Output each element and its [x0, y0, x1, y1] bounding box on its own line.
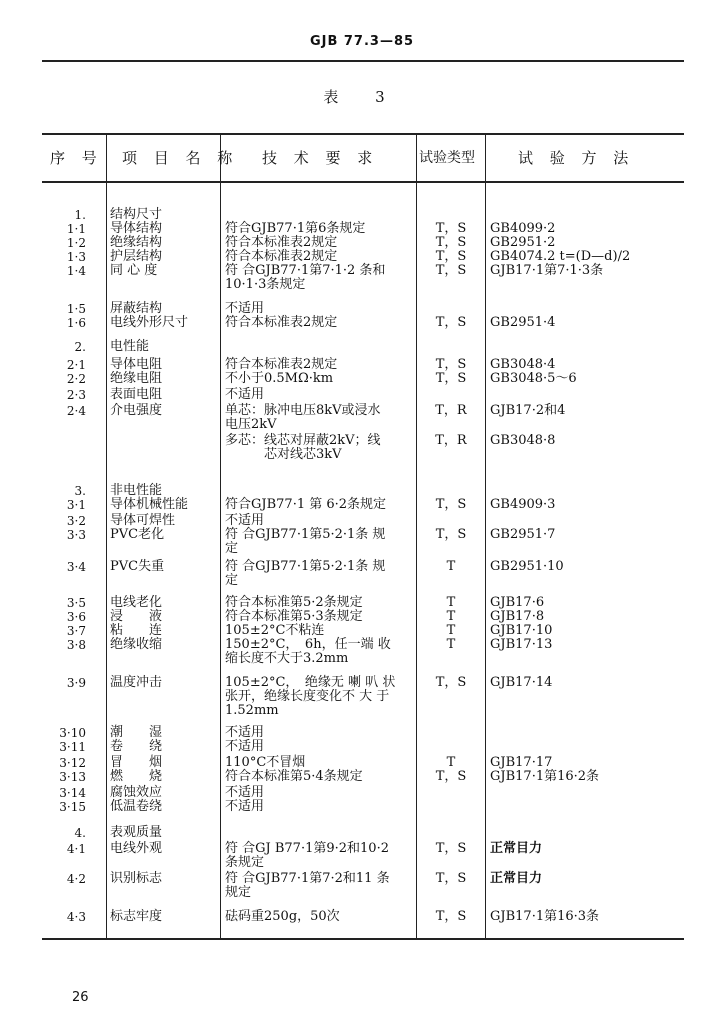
row-requirement: 电压2kV — [225, 417, 277, 432]
document-header: GJB 77.3—85 — [309, 34, 415, 49]
row-item-name: 护层结构 — [110, 249, 163, 264]
row-test-method: GB2951·7 — [490, 527, 556, 542]
row-num: 1·5 — [66, 302, 86, 316]
row-requirement: 不适用 — [225, 513, 265, 528]
row-test-type: T，S — [435, 675, 467, 690]
row-test-method: GB4909·3 — [490, 497, 556, 512]
table-bottom-rule — [42, 938, 684, 940]
row-requirement: 1.52mm — [225, 703, 279, 718]
row-item-name: 非电性能 — [110, 483, 163, 498]
row-test-type: T — [446, 755, 456, 770]
row-requirement: 符 合GJB77·1第5·2·1条 规 — [225, 527, 386, 542]
row-requirement: 芯对线芯3kV — [225, 447, 342, 462]
table-top-rule — [42, 133, 684, 135]
row-item-name: PVC失重 — [110, 559, 165, 574]
row-num: 1·6 — [66, 316, 86, 330]
row-requirement: 多芯：线芯对屏蔽2kV；线 — [225, 433, 381, 448]
row-requirement: 不小于0.5MΩ·km — [225, 371, 334, 386]
row-num: 3·10 — [59, 726, 86, 740]
column-divider — [416, 134, 417, 938]
row-item-name: 电线外观 — [110, 841, 163, 856]
row-test-method: GJB17·6 — [490, 595, 545, 610]
row-item-name: 绝缘收缩 — [110, 637, 163, 652]
row-requirement: 105±2°C不粘连 — [225, 623, 325, 638]
row-item-name: 导体可焊性 — [110, 513, 176, 528]
column-divider — [106, 134, 107, 938]
row-num: 4·3 — [66, 910, 86, 924]
row-num: 3·13 — [59, 770, 86, 784]
row-test-method: GJB17·1第7·1·3条 — [490, 263, 604, 278]
row-item-name: 标志牢度 — [110, 909, 163, 924]
row-item-name: 电线老化 — [110, 595, 163, 610]
row-num: 3·3 — [66, 528, 86, 542]
row-test-type: T，R — [435, 433, 467, 448]
table-header-rule — [42, 181, 684, 183]
row-test-type: T — [446, 623, 456, 638]
row-requirement: 不适用 — [225, 387, 265, 402]
table-caption: 表 3 — [323, 88, 401, 106]
row-test-type: T，S — [435, 909, 467, 924]
row-test-type: T，S — [435, 357, 467, 372]
row-item-name: 电线外形尺寸 — [110, 315, 189, 330]
row-requirement: 符合本标准第5·3条规定 — [225, 609, 363, 624]
row-requirement: 符合本标准第5·4条规定 — [225, 769, 363, 784]
row-test-type: T，S — [435, 235, 467, 250]
row-item-name: 导体机械性能 — [110, 497, 189, 512]
row-num: 3·8 — [66, 638, 86, 652]
header-tech-req: 技 术 要 求 — [262, 149, 379, 167]
row-item-name: 电性能 — [110, 339, 150, 354]
row-requirement: 符合GJB77·1 第 6·2条规定 — [225, 497, 387, 512]
row-requirement: 符合本标准表2规定 — [225, 315, 338, 330]
row-num: 3·15 — [59, 800, 86, 814]
row-item-name: 燃 烧 — [110, 769, 163, 784]
row-test-type: T — [446, 559, 456, 574]
row-test-type: T，S — [435, 249, 467, 264]
row-requirement: 符合本标准表2规定 — [225, 357, 338, 372]
row-test-type: T — [446, 637, 456, 652]
row-item-name: 结构尺寸 — [110, 207, 163, 222]
row-num: 4·2 — [66, 872, 86, 886]
row-requirement: 符 合GJ B77·1第9·2和10·2 — [225, 841, 389, 856]
header-item-name: 项 目 名 称 — [122, 149, 239, 167]
row-test-method: GB3048·8 — [490, 433, 556, 448]
row-requirement: 张开，绝缘长度变化不 大 于 — [225, 689, 390, 704]
row-num: 3·5 — [66, 596, 86, 610]
row-item-name: 屏蔽结构 — [110, 301, 163, 316]
row-test-type: T，S — [435, 371, 467, 386]
row-test-method: 正常目力 — [490, 841, 543, 856]
row-test-type: T — [446, 609, 456, 624]
row-num: 3·12 — [59, 756, 86, 770]
row-test-method: GB4099·2 — [490, 221, 556, 236]
row-item-name: 表面电阻 — [110, 387, 163, 402]
row-test-method: GJB17·8 — [490, 609, 545, 624]
row-requirement: 符合本标准表2规定 — [225, 235, 338, 250]
row-item-name: 低温卷绕 — [110, 799, 163, 814]
header-test-type: 试验类型 — [419, 150, 475, 166]
row-requirement: 110°C不冒烟 — [225, 755, 306, 770]
row-item-name: 粘 连 — [110, 623, 163, 638]
row-num: 2·1 — [66, 358, 86, 372]
row-requirement: 缩长度不大于3.2mm — [225, 651, 349, 666]
row-item-name: 温度冲击 — [110, 675, 163, 690]
row-requirement: 不适用 — [225, 799, 265, 814]
row-item-name: 潮 湿 — [110, 725, 163, 740]
row-num: 2. — [74, 340, 86, 354]
row-requirement: 不适用 — [225, 739, 265, 754]
row-requirement: 定 — [225, 573, 239, 588]
row-num: 3·2 — [66, 514, 86, 528]
row-item-name: 腐蚀效应 — [110, 785, 163, 800]
row-requirement: 规定 — [225, 885, 252, 900]
row-test-type: T，S — [435, 497, 467, 512]
row-test-method: GJB17·13 — [490, 637, 553, 652]
row-requirement: 定 — [225, 541, 239, 556]
row-requirement: 不适用 — [225, 301, 265, 316]
row-item-name: 导体电阻 — [110, 357, 163, 372]
row-test-method: 正常目力 — [490, 871, 543, 886]
row-item-name: 介电强度 — [110, 403, 163, 418]
row-num: 2·4 — [66, 404, 86, 418]
row-requirement: 符合本标准表2规定 — [225, 249, 338, 264]
row-num: 3·4 — [66, 560, 86, 574]
row-test-method: GJB17·14 — [490, 675, 553, 690]
row-num: 3·11 — [59, 740, 86, 754]
row-test-method: GB2951·2 — [490, 235, 556, 250]
row-num: 3. — [74, 484, 86, 498]
row-requirement: 条规定 — [225, 855, 265, 870]
row-item-name: 识别标志 — [110, 871, 163, 886]
header-rule — [42, 60, 684, 62]
row-num: 3·7 — [66, 624, 86, 638]
row-num: 1·3 — [66, 250, 86, 264]
row-item-name: 浸 液 — [110, 609, 163, 624]
row-requirement: 10·1·3条规定 — [225, 277, 306, 292]
row-num: 2·3 — [66, 388, 86, 402]
page-number: 26 — [72, 990, 89, 1005]
row-requirement: 符 合GJB77·1第7·2和11 条 — [225, 871, 390, 886]
row-test-method: GJB17·17 — [490, 755, 553, 770]
header-seq: 序 号 — [50, 149, 103, 167]
row-requirement: 符 合GJB77·1第7·1·2 条和 — [225, 263, 386, 278]
row-requirement: 符合GJB77·1第6条规定 — [225, 221, 366, 236]
row-num: 3·1 — [66, 498, 86, 512]
row-requirement: 不适用 — [225, 725, 265, 740]
row-num: 4. — [74, 826, 86, 840]
row-num: 3·14 — [59, 786, 86, 800]
row-test-type: T — [446, 595, 456, 610]
row-num: 4·1 — [66, 842, 86, 856]
row-requirement: 符合本标准第5·2条规定 — [225, 595, 363, 610]
row-requirement: 不适用 — [225, 785, 265, 800]
row-requirement: 单芯：脉冲电压8kV或浸水 — [225, 403, 381, 418]
row-test-method: GB4074.2 t=(D—d)/2 — [490, 249, 631, 264]
row-test-method: GJB17·1第16·3条 — [490, 909, 600, 924]
row-num: 2·2 — [66, 372, 86, 386]
row-requirement: 105±2°C， 绝缘无 喇 叭 状 — [225, 675, 396, 690]
row-test-type: T，S — [435, 221, 467, 236]
row-item-name: 同 心 度 — [110, 263, 158, 278]
row-num: 1·1 — [66, 222, 86, 236]
row-test-type: T，S — [435, 315, 467, 330]
row-num: 3·6 — [66, 610, 86, 624]
column-divider — [485, 134, 486, 938]
row-test-type: T，S — [435, 769, 467, 784]
column-divider — [220, 134, 221, 938]
row-test-method: GJB17·2和4 — [490, 403, 566, 418]
row-item-name: 卷 绕 — [110, 739, 163, 754]
row-item-name: 表观质量 — [110, 825, 163, 840]
row-test-type: T，S — [435, 871, 467, 886]
row-item-name: 冒 烟 — [110, 755, 163, 770]
row-item-name: 绝缘结构 — [110, 235, 163, 250]
row-test-method: GB3048·4 — [490, 357, 556, 372]
row-test-type: T，R — [435, 403, 467, 418]
row-num: 3·9 — [66, 676, 86, 690]
row-test-method: GJB17·10 — [490, 623, 553, 638]
row-test-type: T，S — [435, 841, 467, 856]
row-item-name: PVC老化 — [110, 527, 165, 542]
row-requirement: 符 合GJB77·1第5·2·1条 规 — [225, 559, 386, 574]
row-test-method: GJB17·1第16·2条 — [490, 769, 600, 784]
row-requirement: 砝码重250g，50次 — [225, 909, 340, 924]
row-test-method: GB2951·10 — [490, 559, 564, 574]
row-test-type: T，S — [435, 527, 467, 542]
row-test-type: T，S — [435, 263, 467, 278]
row-test-method: GB3048·5～6 — [490, 371, 577, 386]
row-num: 1·2 — [66, 236, 86, 250]
row-num: 1. — [74, 208, 86, 222]
row-test-method: GB2951·4 — [490, 315, 556, 330]
row-item-name: 绝缘电阻 — [110, 371, 163, 386]
row-item-name: 导体结构 — [110, 221, 163, 236]
row-requirement: 150±2°C， 6h，任一端 收 — [225, 637, 391, 652]
header-test-method: 试 验 方 法 — [518, 149, 635, 167]
row-num: 1·4 — [66, 264, 86, 278]
